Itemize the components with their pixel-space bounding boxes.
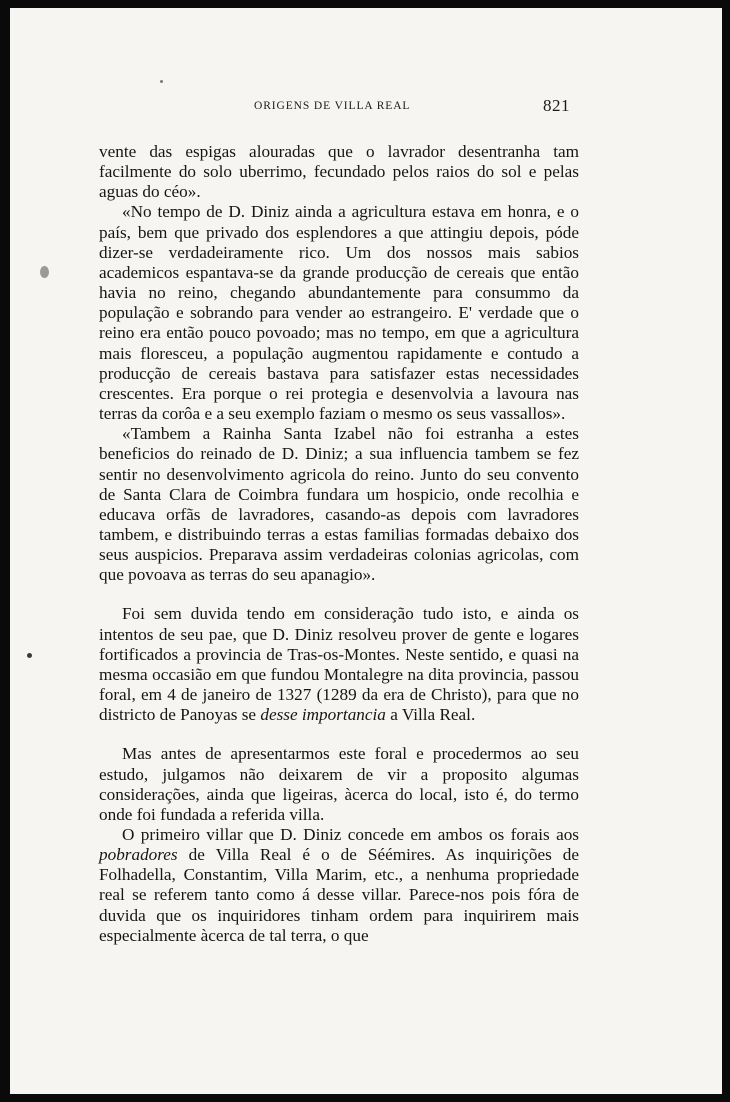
page-header <box>10 96 722 120</box>
paragraph-4 <box>99 604 579 725</box>
paragraph-6-text: O primeiro villar que D. Diniz concede em ambos os forais aos <box>122 825 579 844</box>
ink-speck <box>160 80 163 83</box>
page-number: 821 <box>543 96 570 115</box>
body-text <box>99 142 579 946</box>
paragraph-6 <box>99 825 579 946</box>
ink-speck <box>27 653 32 658</box>
book-page <box>10 8 722 1094</box>
paragraph-3: «Tambem a Rainha Santa Izabel não foi estranha a estes beneficios do reinado de D. Diniz; a sua influencia tambem se fez sentir no desenvolvimento agricola do reino. Junto do seu convento de Santa Clara de Coimbra fundara um hospicio, onde recolhia e educava orfãs de lavradores, casando-as depois com lavradores tambem, e distribuindo terras a estas familias formadas debaixo dos seus auspicios. Preparava assim verdadeiras colonias agricolas, com que povoava as terras do seu apanagio». <box>99 424 579 585</box>
running-head: ORIGENS DE VILLA REAL <box>254 100 411 112</box>
paragraph-4-end: a Villa Real. <box>390 705 476 725</box>
paragraph-4-text: Foi sem duvida tendo em consideração tudo isto, e ainda os intentos de seu pae, que D. Diniz resolveu prover de gente e logares fortificados a provincia de Tras-os-Montes. Neste sentido, e quasi na mesma occasião em que fundou Montalegre na dita provincia, passou foral, em 4 de janeiro de 1327 (1289 da era de Christo), para que no districto de Panoyas se <box>99 604 579 725</box>
paragraph-5: Mas antes de apresentarmos este foral e procedermos ao seu estudo, julgamos não deixarem de vir a proposito algumas considerações, ainda que ligeiras, àcerca do local, isto é, do termo onde foi fundada a referida villa. <box>99 744 579 824</box>
section-spacer <box>99 585 579 604</box>
italic-term: pobradores <box>99 845 178 865</box>
paragraph-2: «No tempo de D. Diniz ainda a agricultura estava em honra, e o país, bem que privado dos esplendores a que attingiu depois, póde dizer-se verdadeiramente rico. Um dos nossos mais sabios academicos espantava-se da grande producção de cereais que então havia no reino, chegando abundantemente para consummo da população e sobrando para vender ao estrangeiro. E' verdade que o reino era então pouco povoado; mas no tempo, em que a agricultura mais floresceu, a população augmentou rapidamente e contudo a producção de cereais bastava para satisfazer estas necessidades crescentes. Era porque o rei protegia e desenvolvia a lavoura nas terras da corôa e a seu exemplo faziam o mesmo os seus vassallos». <box>99 202 579 424</box>
paragraph-6-continuation: de Villa Real é o de Séémires. As inquirições de Folhadella, Constantim, Villa Marim, etc., a nenhuma propriedade real se referem tanto como á desse villar. Parece-nos pois fóra de duvida que os inquiridores tinham ordem para inquirirem mais especialmente àcerca de tal terra, o que <box>99 845 579 945</box>
italic-emphasis: desse importancia <box>260 705 386 725</box>
section-spacer <box>99 725 579 744</box>
paragraph-1: vente das espigas alouradas que o lavrador desentranha tam facilmente do solo uberrimo, fecundado pelos raios do sol e pelas aguas do céo». <box>99 142 579 202</box>
ink-speck <box>40 266 49 278</box>
